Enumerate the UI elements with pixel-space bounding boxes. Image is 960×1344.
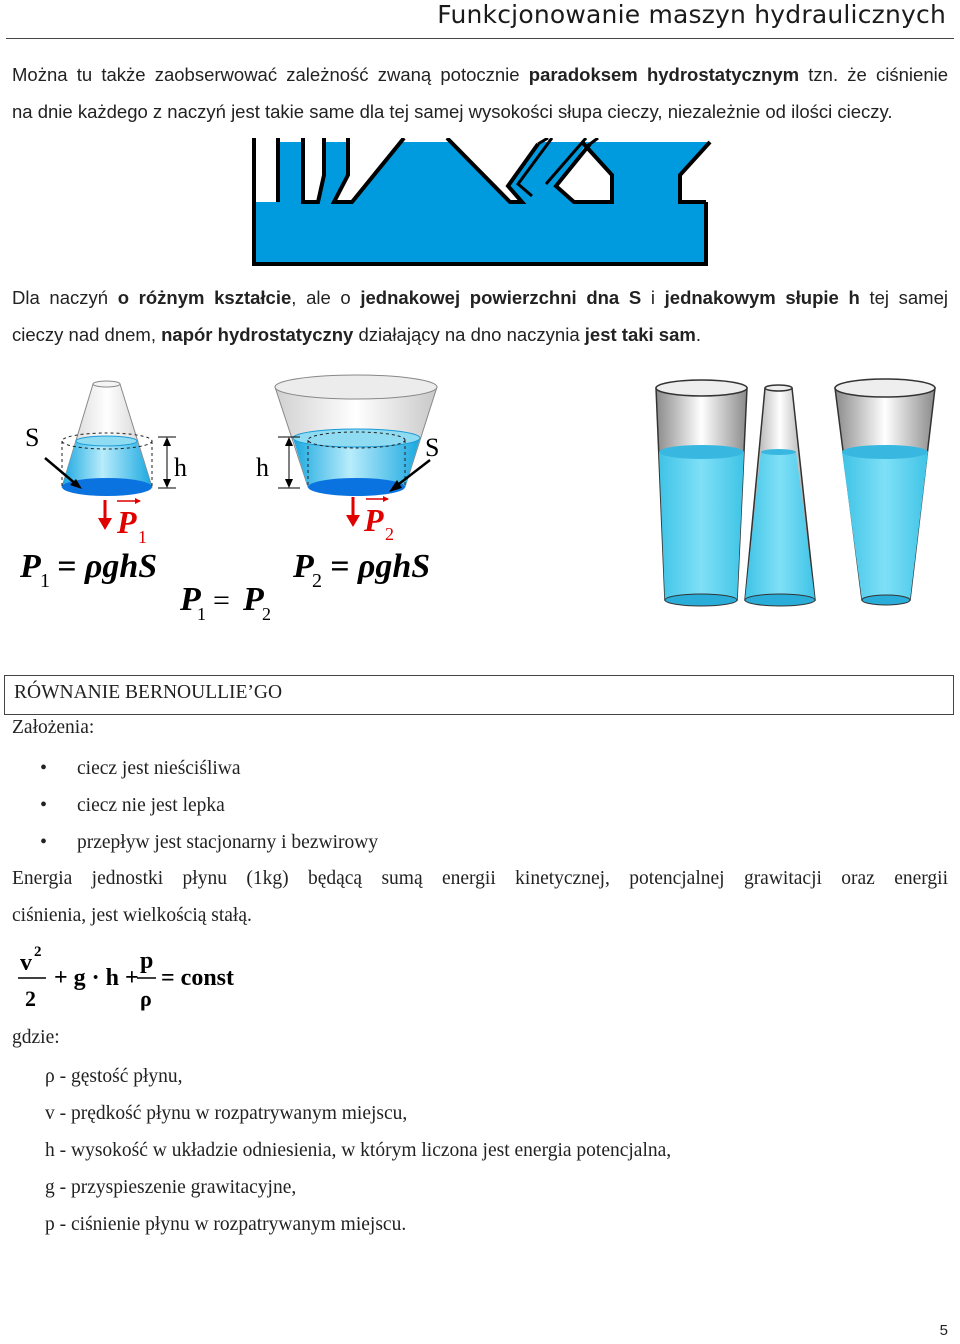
svg-text:P: P — [180, 581, 201, 618]
svg-text:P: P — [243, 581, 264, 618]
vessel-2-bottom-area — [308, 478, 405, 496]
label-h-1: h — [174, 453, 187, 482]
vessel-2 — [256, 375, 439, 544]
label-s-2: S — [425, 433, 440, 462]
intro-line-1: Można tu także zaobserwować zależność zwaną potocznie paradoksem hydrostatycznym tzn. że ciśnienie — [12, 64, 949, 85]
paragraph-vessel-shapes — [12, 279, 948, 353]
svg-text:= ρghS: = ρghS — [57, 548, 158, 585]
svg-text:P: P — [20, 548, 41, 585]
force-p1: P — [117, 504, 137, 540]
svg-text:2: 2 — [385, 524, 394, 544]
definitions-list — [45, 1058, 671, 1243]
svg-text:2: 2 — [25, 986, 36, 1011]
bernoulli-formula — [10, 940, 270, 1015]
definition-item: h - wysokość w układzie odniesienia, w którym liczona jest energia potencjalna, — [45, 1140, 672, 1161]
label-s-1: S — [25, 423, 40, 452]
assumptions-label: Założenia: — [12, 717, 95, 738]
svg-text:1: 1 — [138, 527, 147, 547]
page-number: 5 — [939, 1322, 948, 1339]
definition-item: ρ - gęstość płynu, — [45, 1066, 183, 1087]
intro-paragraph — [12, 56, 948, 130]
svg-text:= ρghS: = ρghS — [330, 548, 431, 585]
svg-text:2: 2 — [312, 570, 322, 592]
energy-line-2: ciśnienia, jest wielkością stałą. — [12, 905, 252, 926]
definition-item: p - ciśnienie płynu w rozpatrywanym miejscu. — [45, 1214, 407, 1235]
svg-text:2: 2 — [262, 604, 271, 624]
equation-p1-equals-p2 — [179, 581, 271, 624]
equation-p1 — [19, 548, 157, 592]
three-glasses-figure — [650, 378, 950, 608]
svg-text:p: p — [140, 948, 154, 974]
hydrostatic-paradox-term: paradoksem hydrostatycznym — [528, 64, 800, 85]
svg-text:v: v — [20, 950, 32, 976]
assumption-item: • przepływ jest stacjonarny i bezwirowy — [40, 824, 378, 861]
assumption-item: • ciecz jest nieściśliwa — [40, 750, 378, 787]
page-header-title: Funkcjonowanie maszyn hydraulicznych — [437, 0, 946, 29]
force-p2: P — [364, 502, 384, 538]
assumptions-list — [40, 750, 378, 861]
svg-text:1: 1 — [197, 604, 206, 624]
svg-text:ρ: ρ — [140, 986, 152, 1011]
vessel-force-diagram — [0, 370, 640, 630]
svg-text:1: 1 — [40, 570, 50, 592]
energy-paragraph — [12, 860, 948, 934]
header-rule — [6, 38, 954, 39]
paragraph-vessel-shapes-line-1: Dla naczyń o różnym kształcie, ale o jednakowej powierzchni dna S i jednakowym słupie h tej samej — [12, 287, 948, 308]
paragraph-vessel-shapes-line-2: cieczy nad dnem, napór hydrostatyczny działający na dno naczynia jest taki sam. — [12, 324, 701, 345]
label-h-2: h — [256, 453, 269, 482]
intro-line-2: na dnie każdego z naczyń jest takie same dla tej samej wysokości słupa cieczy, niezależnie od ilości cieczy. — [12, 101, 893, 122]
glass-narrow — [745, 385, 815, 606]
equation-p2 — [292, 548, 430, 592]
svg-text:+ g · h +: + g · h + — [54, 965, 139, 991]
svg-text:= const: = const — [161, 965, 235, 991]
svg-text:P: P — [293, 548, 314, 585]
definition-item: g - przyspieszenie grawitacyjne, — [45, 1177, 297, 1198]
svg-text:=: = — [213, 584, 230, 617]
assumption-item: • ciecz nie jest lepka — [40, 787, 378, 824]
where-label: gdzie: — [12, 1027, 60, 1048]
glass-tapered — [835, 379, 935, 605]
bernoulli-heading: RÓWNANIE BERNOULLIE’GO — [14, 682, 283, 703]
bernoulli-heading-box — [4, 675, 954, 715]
svg-text:2: 2 — [34, 944, 42, 960]
communicating-vessels-figure — [248, 138, 720, 270]
vessel-1 — [25, 381, 187, 547]
definition-item: v - prędkość płynu w rozpatrywanym miejscu, — [45, 1103, 408, 1124]
energy-line-1: Energia jednostki płynu (1kg) będącą sumą energii kinetycznej, potencjalnej grawitacji oraz energii — [12, 868, 948, 889]
glass-wide — [656, 380, 747, 606]
